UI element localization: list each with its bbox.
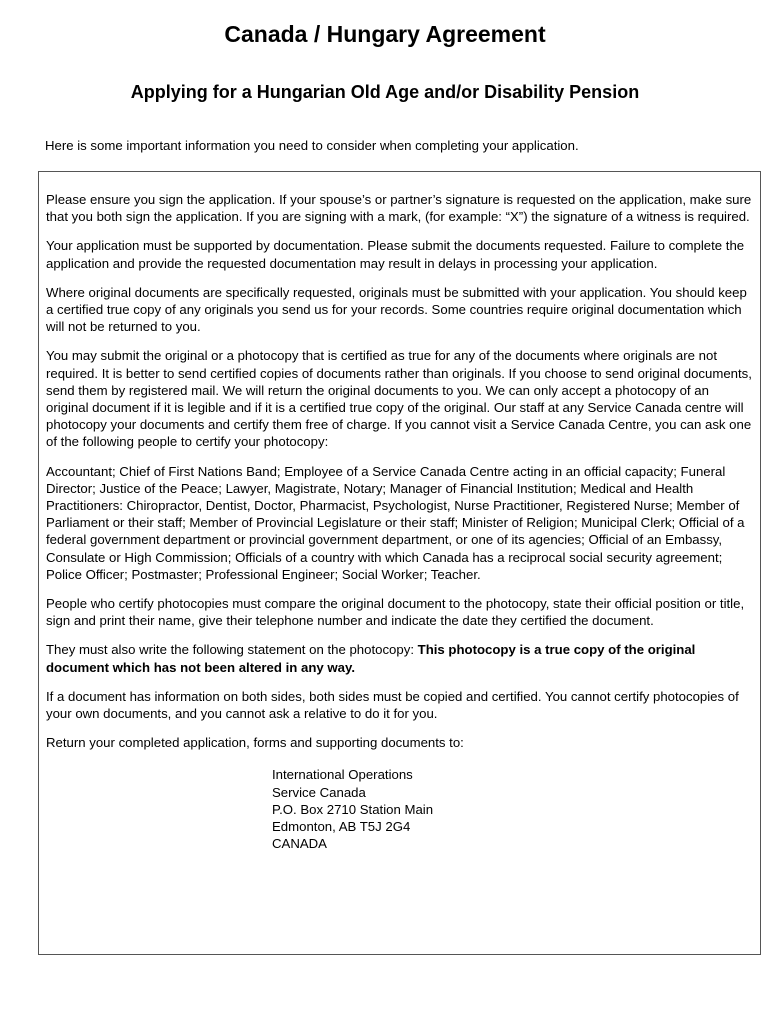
address-line-3: P.O. Box 2710 Station Main [272,801,434,817]
photocopy-paragraph: You may submit the original or a photocopy that is certified as true for any of the documents where originals are not required. It is better to send certified copies of documents rather than originals. If you choose to send original documents, send them by registered mail. We will return the original documents to you. We can only accept a photocopy of an original document if it is legible and if it is a certified true copy of the original. Our staff at any Service Canada centre will photocopy your documents and certify them free of charge. If you cannot visit a Service Canada Centre, you can ask one of the following people to certify your photocopy: [46,348,752,450]
address-line-5: CANADA [272,836,327,852]
page-subtitle: Applying for a Hungarian Old Age and/or Disability Pension [130,82,640,102]
compare-paragraph: People who certify photocopies must compare the original document to the photocopy, state their official position or title, sign and print their name, give their telephone number and indicate the date they certified the document. [46,596,745,629]
statement-bold: This photocopy is a true copy of the original document which has not been altered in any way. [46,642,696,675]
mailing-address [272,766,753,852]
intro-text: Here is some important information you need to consider when completing your application. [45,138,579,153]
certifiers-list-paragraph: Accountant; Chief of First Nations Band; Employee of a Service Canada Centre acting in an official capacity; Funeral Director; Justice of the Peace; Lawyer, Magistrate, Notary; Manager of Financial Institution; Medical and Health Practitioners: Chiropractor, Dentist, Doctor, Pharmacist, Psychologist, Nurse Practitioner, Registered Nurse; Member of Parliament or their staff; Member of Provincial Legislature or their staff; Minister of Religion; Municipal Clerk; Official of a federal government department or provincial government department, or one of its agencies; Official of an Embassy, Consulate or High Commission; Officials of a country with which Canada has a reciprocal social security agreement; Police Officer; Postmaster; Professional Engineer; Social Worker; Teacher. [46,463,745,582]
address-line-1: International Operations [272,767,413,783]
statement-paragraph [46,641,753,675]
return-paragraph: Return your completed application, forms and supporting documents to: [46,735,464,751]
address-line-2: Service Canada [272,784,366,800]
documentation-paragraph: Your application must be supported by documentation. Please submit the documents requested. Failure to complete the application and provide the requested documentation may result in delays in processing your application. [46,238,745,271]
page-title: Canada / Hungary Agreement [224,21,546,47]
both-sides-paragraph: If a document has information on both sides, both sides must be copied and certified. You cannot certify photocopies of your own documents, and you cannot ask a relative to do it for you. [46,688,739,722]
originals-paragraph: Where original documents are specifically requested, originals must be submitted with your application. You should keep a certified true copy of any originals you send us for your records. Some countries require original documentation which will not be returned to you. [46,284,747,335]
information-box [38,171,761,955]
signature-paragraph: Please ensure you sign the application. If your spouse’s or partner’s signature is requested on the application, make sure that you both sign the application. If you are signing with a mark, (for example: “X”) the signature of a witness is required. [46,192,752,225]
statement-lead: They must also write the following statement on the photocopy: [46,642,418,658]
address-line-4: Edmonton, AB T5J 2G4 [272,819,411,835]
